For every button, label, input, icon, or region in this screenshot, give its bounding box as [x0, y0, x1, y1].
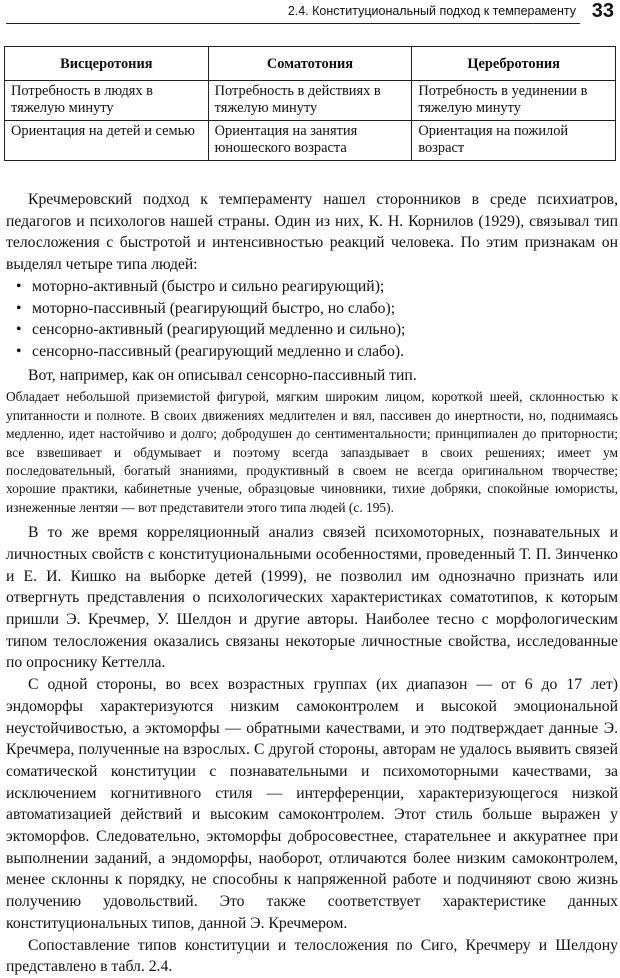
- paragraph-correlation: В то же время корреляционный анализ связей психомоторных, познавательных и личностных свойств с конституциональными особенностями, проведенный Т. П. Зинченко и Е. И. Кишко на выборке детей (1999), не позволил им однозначно признать или отвергнуть представления о психологических характеристиках соматотипов, к которым пришли Э. Кречмер, У. Шелдон и другие авторы. Наиболее тесно с морфологическим типом телосложения оказались связаны некоторые личностные свойства, исследованные по опроснику Кеттелла.: [6, 524, 618, 672]
- table-cell: Ориентация на детей и семью: [5, 121, 209, 161]
- body-text: [6, 189, 618, 978]
- paragraph-intro-quote: Вот, например, как он описывал сенсорно-пассивный тип.: [28, 366, 417, 384]
- list-item-text: сенсорно-пассивный (реагирующий медленно и слабо).: [32, 342, 405, 360]
- list-item-text: моторно-пассивный (реагирующий быстро, но слабо);: [32, 299, 396, 317]
- column-header: Соматотония: [208, 47, 412, 81]
- types-list: [6, 276, 618, 363]
- list-item: [6, 276, 618, 298]
- column-header: Висцеротония: [5, 47, 209, 81]
- paragraph-comparison: Сопоставление типов конституции и телосложения по Сиго, Кречмеру и Шелдону представлено в табл. 2.4.: [6, 936, 618, 976]
- table-row: [5, 121, 616, 161]
- paragraph-age-groups: С одной стороны, во всех возрастных группах (их диапазон — от 6 до 17 лет) эндоморфы характеризуются низким самоконтролем и высокой эмоциональной неустойчивостью, а эктоморфы — обратными качествами, и это подтверждает данные Э. Кречмера, полученные на взрослых. С другой стороны, авторам не удалось выявить связей соматической конституции с познавательными и психомоторными качествами, за исключением когнитивного стиля — интерференции, характеризующегося низкой автоматизацией действий и высоким самоконтролем. Этот стиль больше выражен у эктоморфов. Следовательно, эктоморфы добросовестнее, старательнее и аккуратнее при выполнении заданий, а эндоморфы, наоборот, отличаются более низким самоконтролем, менее склонны к порядку, не способны к напряженной работе и подчиняют свою жизнь получению удовольствий. Это также соответствует характеристике данных конституциональных типов, данной Э. Кречмером.: [6, 676, 618, 932]
- table-cell: Ориентация на занятия юношеского возраста: [208, 121, 412, 161]
- table-row: [5, 81, 616, 121]
- list-item-text: сенсорно-активный (реагирующий медленно и сильно);: [32, 321, 406, 339]
- bullet-icon: •: [16, 277, 22, 295]
- running-header: [0, 0, 620, 28]
- table-cell: Потребность в людях в тяжелую минуту: [5, 81, 209, 121]
- list-item: [6, 319, 618, 341]
- list-item: [6, 341, 618, 363]
- table-cell: Потребность в уединении в тяжелую минуту: [412, 81, 616, 121]
- table-cell: Ориентация на пожилой возраст: [412, 121, 616, 161]
- section-title: 2.4. Конституциональный подход к темпераменту: [287, 4, 576, 18]
- table-header-row: [5, 47, 616, 81]
- paragraph-kornilov: Кречмеровский подход к темпераменту нашел сторонников в среде психиатров, педагогов и психологов нашей страны. Один из них, К. Н. Корнилов (1929), связывал тип телосложения с быстротой и интенсивностью реакций человека. По этим признакам он выделял четыре типа людей:: [6, 191, 618, 274]
- column-header: Церебротония: [412, 47, 616, 81]
- list-item-text: моторно-активный (быстро и сильно реагирующий);: [32, 277, 385, 295]
- temperament-table: [4, 46, 616, 161]
- table-cell: Потребность в действиях в тяжелую минуту: [208, 81, 412, 121]
- bullet-icon: •: [16, 342, 22, 360]
- bullet-icon: •: [16, 299, 22, 317]
- bullet-icon: •: [16, 321, 22, 339]
- block-quote: Обладает небольшой приземистой фигурой, мягким широким лицом, короткой шеей, склонностью к упитанности и полноте. В своих движениях медлителен и вял, пассивен до инертности, но, поднимаясь медленно, идет настойчиво и долго; добродушен до сентиментальности; принципиален до приторности; все взвешивает и обдумывает и поэтому всегда запаздывает в своих решениях; имеет ум последовательный, богатый знаниями, продуктивный в своем не всегда оригинальном творчестве; хорошие практики, кабинетные ученые, образцовые чиновники, тихие добряки, спокойные юмористы, изнеженные лентяи — вот представители этого типа людей (с. 195).: [6, 389, 618, 515]
- page-number: 33: [591, 0, 614, 22]
- list-item: [6, 298, 618, 320]
- header-rule: [6, 23, 580, 24]
